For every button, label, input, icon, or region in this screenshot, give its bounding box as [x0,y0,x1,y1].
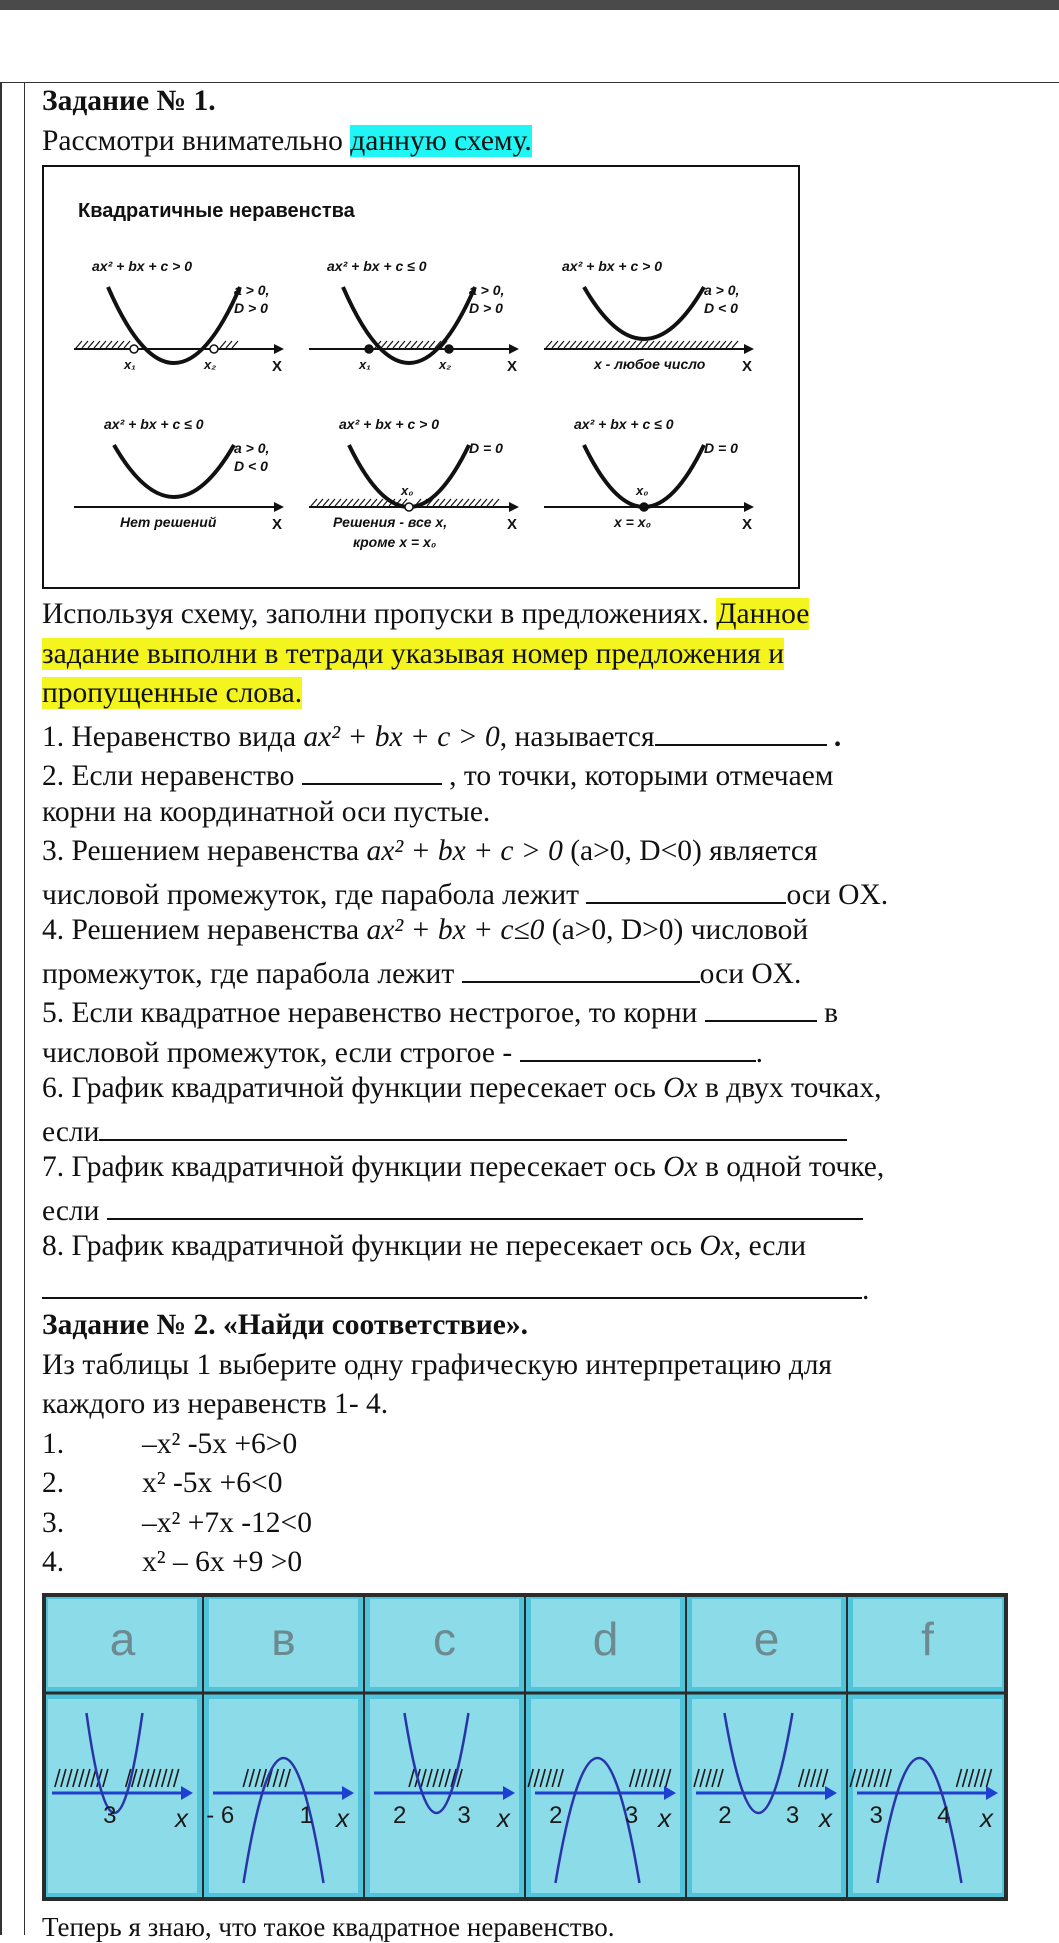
scheme-vertex-point [405,503,413,511]
scheme-hatch [82,341,88,348]
scheme-condition: a > 0, [234,440,270,456]
scheme-parabola [343,287,475,363]
scheme-vertex-label: x₀ [636,483,649,498]
scheme-hatch [393,341,399,348]
scheme-hatch [642,341,648,348]
sentence-8-cont: . [42,1267,1052,1307]
scheme-hatch [648,341,654,348]
table-graph-cell [692,1699,841,1893]
scheme-title: Квадратичные неравенства [78,200,355,222]
scheme-hatch [487,499,493,506]
graph-table-figure [42,1593,1008,1901]
quadratic-inequalities-scheme [42,165,800,589]
graph-root-label: 2 [392,1801,407,1829]
list-item: 3. –x² +7x -12<0 [42,1506,312,1539]
scheme-hatch [666,341,672,348]
table-letter: f [921,1612,934,1665]
table-left-border [0,82,2,1935]
scheme-hatch [341,499,347,506]
task1-title: Задание № 1. [42,85,216,117]
document-content [42,82,1052,1901]
scheme-axis-arrow [509,502,519,512]
scheme-panel [544,258,754,375]
scheme-hatch [106,341,112,348]
scheme-hatch [570,341,576,348]
scheme-hatch [475,499,481,506]
instruction-line-1: Используя схему, заполни пропуски в предложениях. Данное [42,598,810,630]
scheme-axis-arrow [509,344,519,354]
scheme-hatch [690,341,696,348]
scheme-panel [74,416,284,533]
graph-root-label: 3 [869,1801,883,1829]
scheme-hatch [365,499,371,506]
scheme-condition: D < 0 [234,458,268,474]
scheme-hatch [329,499,335,506]
scheme-axis-label: X [272,516,283,533]
scheme-axis-label: X [507,516,518,533]
scheme-hatch [371,499,377,506]
scheme-hatch [612,341,618,348]
scheme-hatch [726,341,732,348]
table-letter: в [271,1612,296,1665]
scheme-hatch [606,341,612,348]
blank-7 [107,1188,863,1220]
scheme-root-label: x₁ [359,357,371,372]
scheme-hatch [594,341,600,348]
scheme-condition: D = 0 [704,440,738,456]
table-graph-cell [853,1699,1002,1893]
graph-root-label: 3 [624,1801,639,1829]
scheme-hatch [359,499,365,506]
scheme-hatch [654,341,660,348]
sentence-8: 8. График квадратичной функции не пересекает ось Ox, если [42,1230,807,1262]
scheme-caption: x = x₀ [614,514,652,530]
scheme-hatch [335,499,341,506]
blank-6 [99,1109,847,1141]
scheme-root-point [445,345,453,353]
scheme-hatch [88,341,94,348]
scheme-hatch [636,341,642,348]
scheme-hatch [381,341,387,348]
scheme-caption: Нет решений [120,514,217,530]
scheme-hatch [708,341,714,348]
scheme-hatch [317,499,323,506]
scheme-hatch [630,341,636,348]
scheme-hatch [732,341,738,348]
scheme-hatch [451,499,457,506]
scheme-hatch [702,341,708,348]
scheme-hatch [696,341,702,348]
scheme-hatch [417,341,423,348]
sentence-6-cont: если [42,1109,1052,1149]
sentence-5: 5. Если квадратное неравенство нестрогое, то корни в [42,990,1052,1030]
scheme-hatch [232,341,238,348]
table-letter: e [753,1612,780,1665]
blank-5b [520,1030,756,1062]
scheme-hatch [220,341,226,348]
sentence-3-cont: числовой промежуток, где парабола лежит оси OX. [42,872,1052,912]
graph-axis-label: x [658,1802,671,1833]
graph-root-label: 3 [457,1801,471,1829]
scheme-axis-label: X [272,358,283,375]
scheme-hatch [94,341,100,348]
scheme-caption: кроме x = x₀ [353,534,437,550]
sentence-2: 2. Если неравенство , то точки, которыми отмечаем [42,753,1052,793]
scheme-hatch [582,341,588,348]
scheme-vertex-label: x₀ [401,483,414,498]
list-item: 2. x² -5x +6<0 [42,1467,283,1499]
table-graph-cell [370,1699,519,1893]
scheme-caption: Решения - все x, [333,514,448,530]
scheme-hatch [552,341,558,348]
scheme-root-label: x₁ [124,357,136,372]
scheme-hatch [433,499,439,506]
scheme-hatch [558,341,564,348]
scheme-condition: a > 0, [469,282,505,298]
blank-2 [302,753,442,785]
scheme-hatch [112,341,118,348]
scheme-hatch [124,341,130,348]
sentence-6: 6. График квадратичной функции пересекает ось Ox в двух точках, [42,1072,882,1104]
scheme-axis-label: X [742,358,753,375]
scheme-condition: D = 0 [469,440,503,456]
scheme-inequality: ax² + bx + c ≤ 0 [104,416,204,432]
scheme-hatch [405,341,411,348]
scheme-hatch [323,499,329,506]
scheme-parabola [584,287,704,339]
scheme-hatch [684,341,690,348]
scheme-root-label: x₂ [204,357,217,372]
scheme-figure [44,167,798,587]
sentence-5-cont: числовой промежуток, если строгое - . [42,1030,1052,1070]
scheme-hatch [411,341,417,348]
scheme-hatch [714,341,720,348]
scheme-hatch [100,341,106,348]
blank-5a [705,990,817,1022]
scheme-inequality: ax² + bx + c > 0 [339,416,440,432]
sentence-3: 3. Решением неравенства ax² + bx + c > 0 (a>0, D<0) является [42,835,818,867]
task1-intro: Рассмотри внимательно данную схему. [42,124,532,157]
table-graph-cell [531,1699,680,1893]
scheme-root-point [130,345,138,353]
task2-title: Задание № 2. «Найди соответствие». [42,1309,529,1341]
sentence-7: 7. График квадратичной функции пересекает ось Ox в одной точке, [42,1151,885,1183]
scheme-hatch [463,499,469,506]
scheme-hatch [347,499,353,506]
scheme-root-label: x₂ [439,357,452,372]
inequality-list [42,1425,1052,1583]
scheme-hatch [481,499,487,506]
scheme-panel [309,416,519,550]
scheme-hatch [377,499,383,506]
graph-root-label: 1 [299,1801,313,1829]
scheme-hatch [469,499,475,506]
list-item: 1. –x² -5x +6>0 [42,1427,298,1460]
blank-8 [42,1267,862,1299]
graph-root-label: 3 [785,1801,800,1829]
graph-axis-label: x [336,1802,349,1833]
table-graph-cell [48,1699,197,1893]
instruction-line-3 [42,674,1052,714]
table-letter: a [109,1612,136,1665]
top-toolbar-strip [0,0,1059,10]
scheme-hatch [672,341,678,348]
graph-root-label: - 6 [206,1801,235,1829]
graph-root-label: 4 [937,1801,951,1829]
list-item: 4. x² – 6x +9 >0 [42,1546,303,1578]
scheme-hatch [429,341,435,348]
scheme-axis-label: X [507,358,518,375]
table-letter: c [433,1612,456,1665]
scheme-axis-arrow [274,344,284,354]
scheme-hatch [353,499,359,506]
scheme-condition: D > 0 [469,300,503,316]
scheme-hatch [493,499,499,506]
footer-text: Теперь я знаю, что такое квадратное неравенство. [42,1912,615,1942]
scheme-inequality: ax² + bx + c > 0 [562,258,663,274]
graph-root-label: 2 [549,1801,563,1829]
sentence-7-cont: если [42,1188,1052,1228]
graph-axis-label: x [497,1802,510,1833]
scheme-condition: a > 0, [234,282,270,298]
scheme-panel [544,416,754,533]
highlight-cyan: данную схему. [350,124,532,157]
scheme-condition: D < 0 [704,300,738,316]
scheme-hatch [387,341,393,348]
scheme-hatch [76,341,82,348]
graph-root-label: 2 [718,1801,732,1829]
scheme-hatch [457,499,463,506]
graph-root-label: 3 [103,1801,117,1829]
scheme-hatch [311,499,317,506]
scheme-axis-arrow [274,502,284,512]
scheme-hatch [624,341,630,348]
instruction-line-2 [42,635,1052,675]
blank-3 [586,872,786,904]
highlight-yellow: Данное [716,598,810,630]
scheme-inequality: ax² + bx + c > 0 [92,258,193,274]
scheme-parabola [114,445,234,497]
scheme-inequality: ax² + bx + c ≤ 0 [574,416,674,432]
graph-interpretation-table [42,1593,1008,1901]
scheme-condition: a > 0, [704,282,740,298]
scheme-hatch [423,341,429,348]
scheme-axis-arrow [744,502,754,512]
sentence-2-cont: корни на координатной оси пустые. [42,795,491,828]
scheme-hatch [445,499,451,506]
scheme-root-point [365,345,373,353]
graph-axis-label: x [819,1802,832,1833]
scheme-hatch [588,341,594,348]
table-column-border [24,82,25,1935]
scheme-hatch [576,341,582,348]
scheme-axis-label: X [742,516,753,533]
scheme-hatch [564,341,570,348]
table-letter: d [592,1612,619,1665]
task2-intro-2: каждого из неравенств 1- 4. [42,1388,389,1420]
highlight-yellow: пропущенные слова. [42,677,303,709]
sentence-1: 1. Неравенство вида ax² + bx + c > 0, называется . [42,714,1052,754]
scheme-vertex-point [640,503,648,511]
scheme-hatch [720,341,726,348]
scheme-hatch [118,341,124,348]
scheme-parabola [108,287,240,363]
scheme-hatch [678,341,684,348]
scheme-inequality: ax² + bx + c ≤ 0 [327,258,427,274]
scheme-root-point [210,345,218,353]
blank-4 [462,951,700,983]
graph-axis-label: x [980,1802,993,1833]
task2-intro-1: Из таблицы 1 выберите одну графическую интерпретацию для [42,1348,833,1381]
sentence-4-cont: промежуток, где парабола лежит оси OX. [42,951,1052,991]
scheme-panel [309,258,519,375]
scheme-panel [74,258,284,375]
scheme-hatch [618,341,624,348]
blank-1 [655,714,827,746]
scheme-hatch [660,341,666,348]
graph-axis-label: x [175,1802,188,1833]
scheme-hatch [600,341,606,348]
scheme-hatch [226,341,232,348]
scheme-hatch [399,341,405,348]
table-graph-cell [209,1699,358,1893]
scheme-condition: D > 0 [234,300,268,316]
sentence-4: 4. Решением неравенства ax² + bx + c≤0 (a>0, D>0) числовой [42,914,809,946]
scheme-caption: x - любое число [594,356,706,372]
scheme-hatch [546,341,552,348]
scheme-axis-arrow [744,344,754,354]
highlight-yellow: задание выполни в тетради указывая номер предложения и [42,637,785,670]
scheme-hatch [439,499,445,506]
